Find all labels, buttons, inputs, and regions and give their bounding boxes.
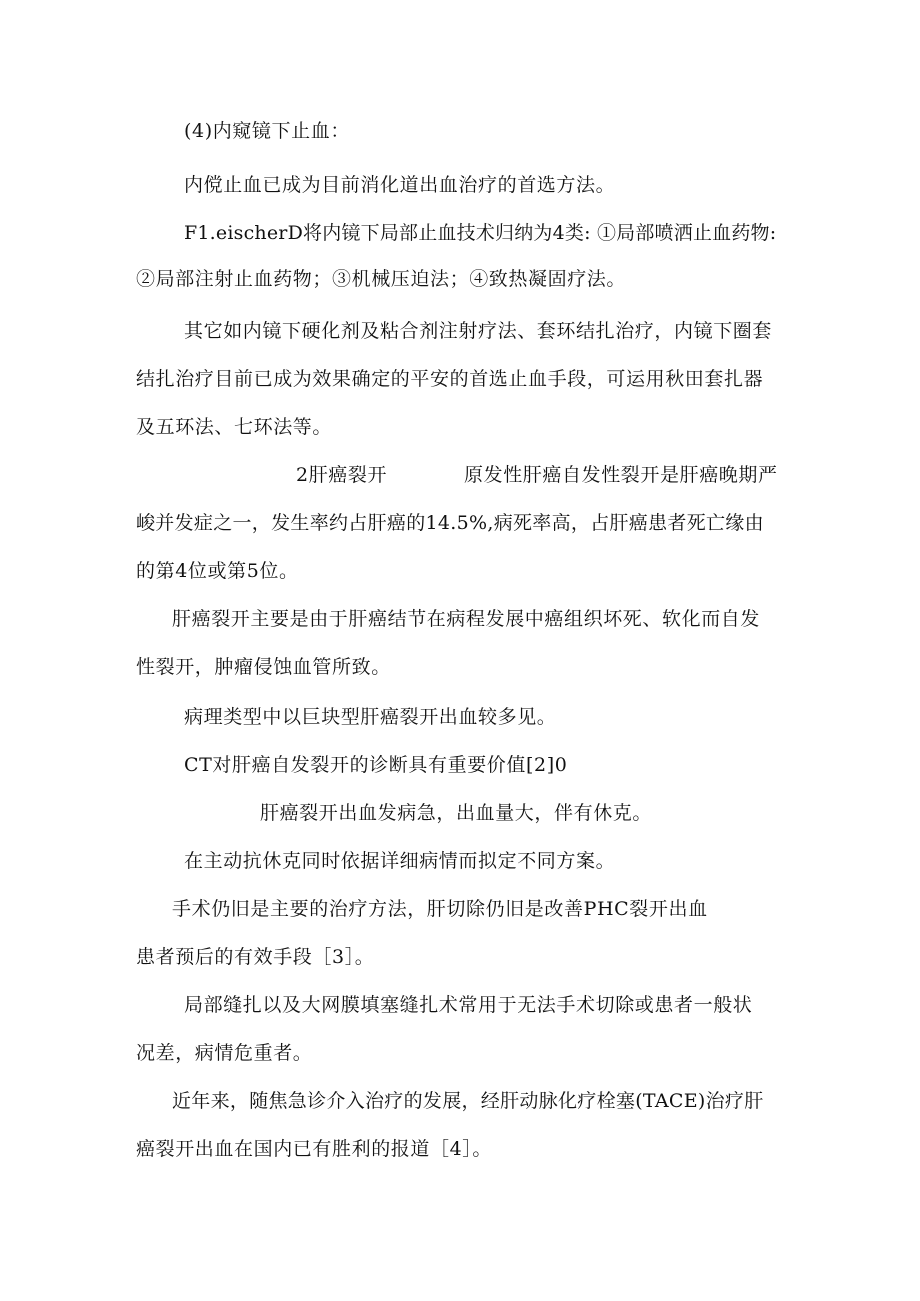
paragraph-line: 癌裂开出血在国内已有胜利的报道［4］。 (136, 1138, 492, 1160)
paragraph-line: 局部缝扎以及大网膜填塞缝扎术常用于无法手术切除或患者一般状 (184, 994, 753, 1016)
paragraph-line: 及五环法、七环法等。 (136, 416, 333, 438)
paragraph-line: 其它如内镜下硬化剂及粘合剂注射疗法、套环结扎治疗，内镜下圈套 (184, 320, 773, 342)
paragraph-line: 病理类型中以巨块型肝癌裂开出血较多见。 (184, 706, 557, 728)
paragraph-line: 手术仍旧是主要的治疗方法，肝切除仍旧是改善PHC裂开出血 (172, 898, 708, 920)
paragraph-line: F1.eischerD将内镜下局部止血技术归纳为4类: ①局部喷洒止血药物: (184, 222, 777, 244)
paragraph-line: 峻并发症之一，发生率约占肝癌的14.5%,病死率高，占肝癌患者死亡缘由 (136, 512, 764, 534)
paragraph-line: 患者预后的有效手段［3］。 (136, 946, 375, 968)
paragraph-line: 在主动抗休克同时依据详细病情而拟定不同方案。 (184, 850, 616, 872)
paragraph-line: 近年来，随焦急诊介入治疗的发展，经肝动脉化疗栓塞(TACE)治疗肝 (172, 1090, 764, 1112)
paragraph-line: ②局部注射止血药物；③机械压迫法；④致热凝固疗法。 (136, 268, 627, 290)
paragraph-line: 况差，病情危重者。 (136, 1042, 313, 1064)
paragraph-line: 性裂开，肿瘤侵蚀血管所致。 (136, 656, 391, 678)
paragraph-line: 肝癌裂开出血发病急，出血量大，伴有休克。 (260, 802, 653, 824)
paragraph-line: 原发性肝癌自发性裂开是肝癌晚期严 (464, 464, 778, 486)
paragraph-line: 内傥止血已成为目前消化道出血治疗的首选方法。 (184, 174, 616, 196)
section-heading-liver-cancer-rupture: 2肝癌裂开 (296, 464, 388, 486)
paragraph-line: 结扎治疗目前已成为效果确定的平安的首选止血手段，可运用秋田套扎器 (136, 368, 764, 390)
heading-endoscopic-hemostasis: (4)内窥镜下止血： (184, 120, 350, 142)
paragraph-line: 的第4位或第5位。 (136, 560, 299, 582)
paragraph-line: CT对肝癌自发裂开的诊断具有重要价值[2]0 (184, 754, 568, 776)
paragraph-line: 肝癌裂开主要是由于肝癌结节在病程发展中癌组织坏死、软化而自发 (172, 608, 761, 630)
